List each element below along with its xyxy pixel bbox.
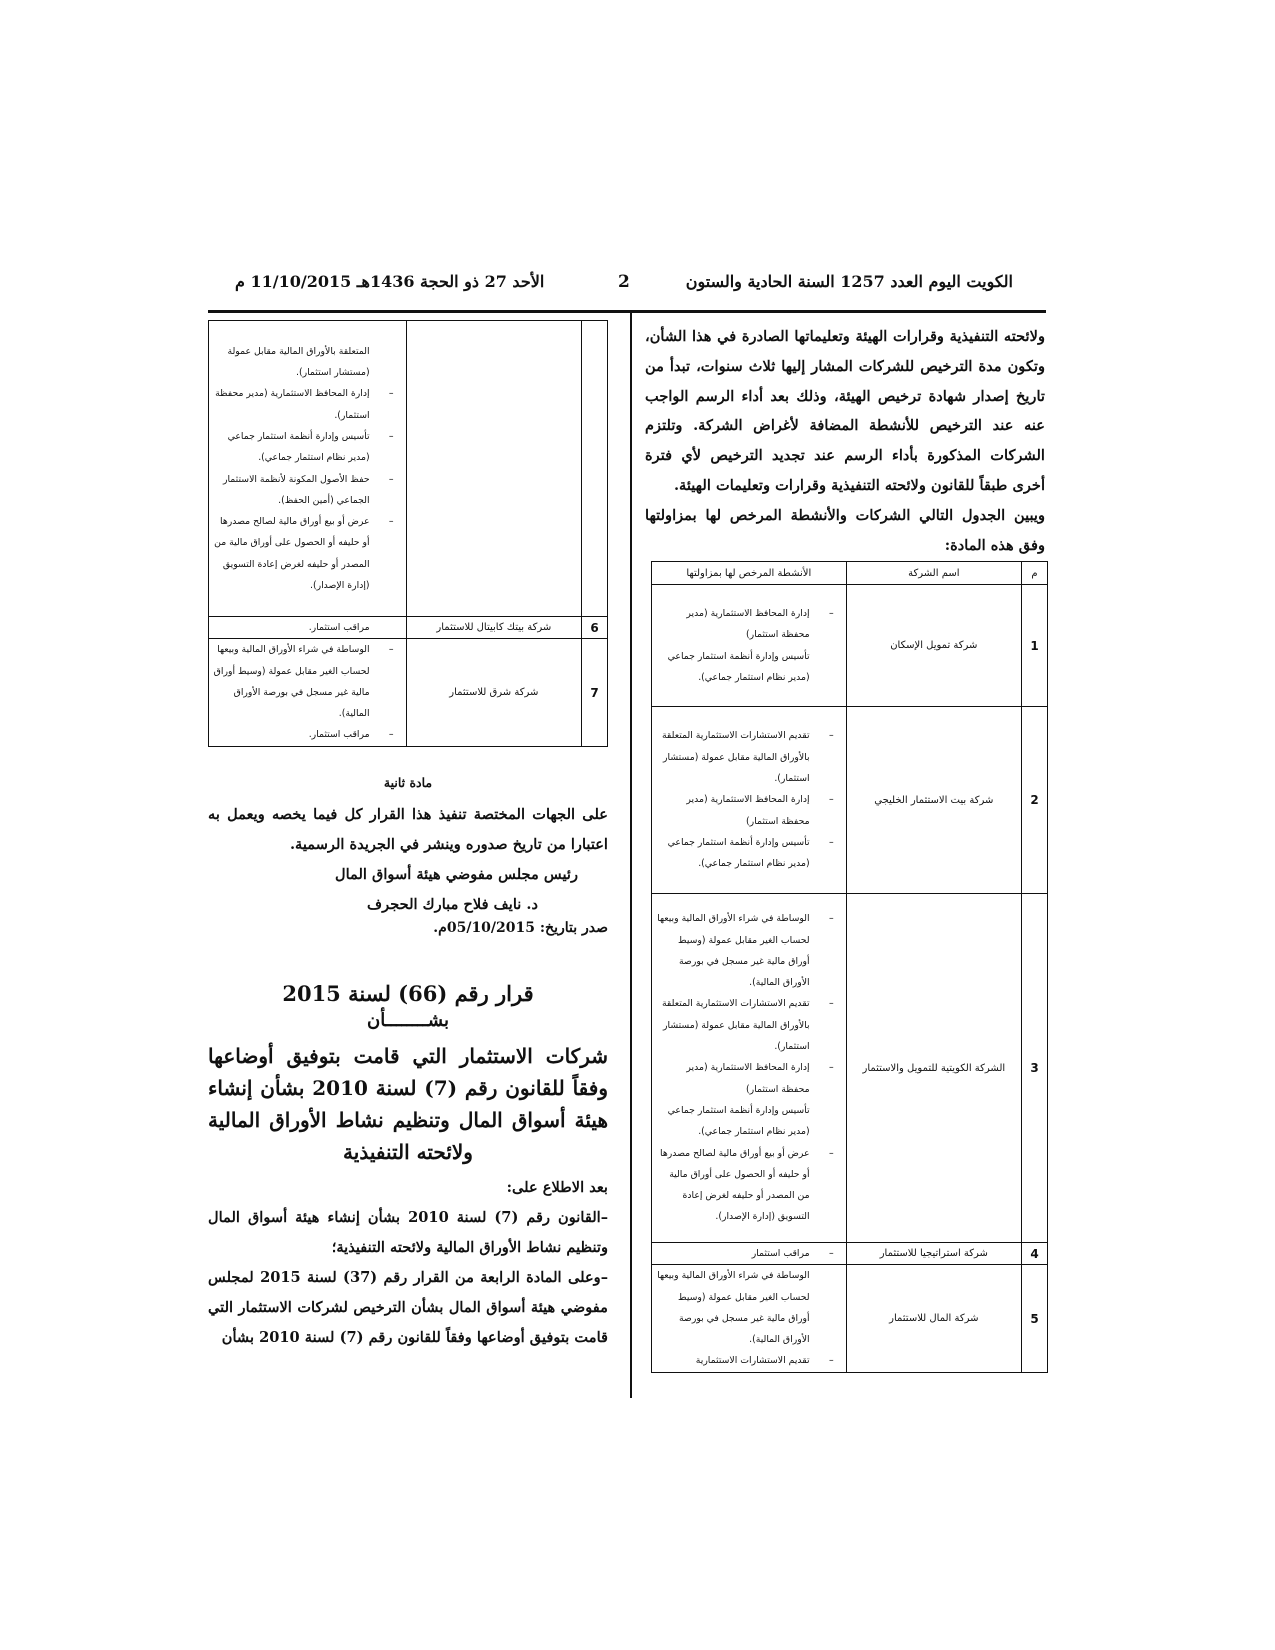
company-name: شركة تمويل الإسكان (846, 585, 1021, 707)
article-two-heading: مادة ثانية (383, 775, 433, 790)
activity-item: – عرض أو بيع أوراق مالية لصالح مصدرها أو حليفه أو الحصول على أوراق مالية من المصدر أو حليفه لغرض إعادة التسويق (إدارة الإصدار). (656, 1143, 840, 1228)
paragraph: ولائحته التنفيذية وقرارات الهيئة وتعليماتها الصادرة في هذا الشأن، وتكون مدة الترخيص للشركات المشار إليها ثلاث سنوات، تبدأ من تاريخ إصدار شهادة ترخيص الهيئة، وذلك بعد أداء الرسم الواجب عنه عند الترخيص للأنشطة المضافة لأغراض الشركة. وتلتزم الشركات المذكورة بأداء الرسم عند تجديد الترخيص لأي فترة أخرى طبقاً للقانون ولائحته التنفيذية وقرارات وتعليمات الهيئة. (645, 328, 1045, 494)
activities-cell (209, 639, 407, 746)
activities-list (656, 1265, 840, 1371)
paragraph: ويبين الجدول التالي الشركات والأنشطة المرخص لها بمزاولتها وفق هذه المادة: (645, 506, 1045, 554)
activity-item: تأسيس وإدارة أنظمة استثمار جماعي (مدير نظام استثمار جماعي). (667, 650, 810, 683)
activities-cell (652, 707, 847, 894)
header-rule (208, 310, 1046, 313)
table-row (652, 707, 1048, 894)
paragraph: على الجهات المختصة تنفيذ هذا القرار كل فيما يخصه ويعمل به اعتبارا من تاريخ صدوره وينشر في الجريدة الرسمية. (208, 806, 608, 853)
activities-list (656, 725, 840, 874)
table-header-row (652, 562, 1048, 585)
table-row (209, 639, 608, 746)
activity-item: – مراقب استثمار (656, 1243, 840, 1264)
activity-item: – مراقب استثمار. (213, 724, 400, 745)
activities-cell (209, 617, 407, 639)
activity-item: – تأسيس وإدارة أنظمة استثمار جماعي (مدير نظام استثمار جماعي). (656, 832, 840, 875)
activity-item: – تقديم الاستشارات الاستثمارية المتعلقة بالأوراق المالية مقابل عمولة (مستشار استثمار). (656, 993, 840, 1057)
column-divider (630, 313, 632, 1398)
activity-item: – إدارة المحافظ الاستثمارية (مدير محفظة استثمار) (656, 1057, 840, 1100)
preamble-item: –وعلى المادة الرابعة من القرار رقم (37) لسنة 2015 لمجلس مفوضي هيئة أسواق المال بشأن الترخيص لشركات الاستثمار التي قامت بتوفيق أوضاعها وفقاً للقانون رقم (7) لسنة 2010 بشأن (208, 1269, 608, 1346)
table-row (652, 585, 1048, 707)
table-row (652, 1265, 1048, 1372)
activities-list (213, 617, 400, 638)
row-number: 1 (1022, 585, 1048, 707)
preamble (208, 1173, 608, 1353)
closing-text (208, 800, 608, 920)
decision-heading: شركات الاستثمار التي قامت بتوفيق أوضاعها وفقاً للقانون رقم (7) لسنة 2010 بشأن إنشاء هيئة أسواق المال وتنظيم نشاط الأوراق المالية ولائحته التنفيذية (208, 1044, 608, 1164)
activities-cell (652, 894, 847, 1243)
companies-table-right (651, 561, 1048, 1373)
activity-item: – تأسيس وإدارة أنظمة استثمار جماعي (مدير نظام استثمار جماعي). (213, 426, 400, 469)
activity-item: – إدارة المحافظ الاستثمارية (مدير محفظة استثمار). (213, 383, 400, 426)
activity-item: – الوساطة في شراء الأوراق المالية وبيعها لحساب الغير مقابل عمولة (وسيط أوراق مالية غير مسجل في بورصة الأوراق المالية). (656, 908, 840, 993)
activities-list (656, 908, 840, 1227)
row-number: 4 (1022, 1243, 1048, 1265)
table-row (652, 894, 1048, 1243)
signatory-name: د. نايف فلاح مبارك الحجرف (367, 896, 538, 913)
activity-item: – الوساطة في شراء الأوراق المالية وبيعها لحساب الغير مقابل عمولة (وسيط أوراق مالية غير مسجل في بورصة الأوراق المالية). (213, 639, 400, 724)
activities-cell (652, 1265, 847, 1372)
activity-item: تأسيس وإدارة أنظمة استثمار جماعي (مدير نظام استثمار جماعي). (667, 1104, 810, 1138)
activities-list (656, 603, 840, 688)
row-number: 2 (1022, 707, 1048, 894)
table-row (209, 617, 608, 639)
company-name: الشركة الكويتية للتمويل والاستثمار (846, 894, 1021, 1243)
activity-item: – تقديم الاستشارات الاستثمارية المتعلقة بالأوراق المالية مقابل عمولة (مستشار استثمار). (656, 725, 840, 789)
activity-item: – حفظ الأصول المكونة لأنظمة الاستثمار الجماعي (أمين الحفظ). (213, 469, 400, 512)
signatory-title: رئيس مجلس مفوضي هيئة أسواق المال (334, 866, 578, 883)
after-review: بعد الاطلاع على: (506, 1179, 608, 1196)
activities-cell (209, 321, 407, 617)
activities-list (213, 341, 400, 597)
activities-list (213, 639, 400, 745)
header-issue-info: الكويت اليوم العدد 1257 السنة الحادية والستون (685, 272, 1013, 291)
header-activities: الأنشطة المرخص لها بمزاولتها (652, 562, 847, 585)
row-number: 6 (582, 617, 608, 639)
activity-item: – إدارة المحافظ الاستثمارية (مدير محفظة استثمار) (656, 789, 840, 832)
page-number: 2 (618, 272, 630, 292)
header-num: م (1022, 562, 1048, 585)
companies-table-left (208, 320, 608, 747)
company-name (406, 321, 581, 617)
issued-date: صدر بتاريخ: 05/10/2015م. (433, 920, 608, 936)
activity-item: – عرض أو بيع أوراق مالية لصالح مصدرها أو حليفه أو الحصول على أوراق مالية من المصدر أو حليفه لغرض إعادة التسويق (إدارة الإصدار). (213, 511, 400, 596)
row-number: 5 (1022, 1265, 1048, 1372)
row-number: 3 (1022, 894, 1048, 1243)
activity-item: المتعلقة بالأوراق المالية مقابل عمولة (مستشار استثمار). (227, 345, 370, 379)
activities-cell (652, 585, 847, 707)
activity-item: – إدارة المحافظ الاستثمارية (مدير محفظة استثمار) (656, 603, 840, 646)
activities-cell (652, 1243, 847, 1265)
activity-item: – تقديم الاستشارات الاستثمارية (656, 1350, 840, 1371)
table-row (652, 1243, 1048, 1265)
row-number (582, 321, 608, 617)
company-name: شركة شرق للاستثمار (406, 639, 581, 746)
header-date: الأحد 27 ذو الحجة 1436هـ 11/10/2015 م (235, 272, 545, 291)
decision-subtitle: بشــــــــأن (367, 1010, 449, 1031)
header-company: اسم الشركة (846, 562, 1021, 585)
decision-title: قرار رقم (66) لسنة 2015 (282, 981, 534, 1006)
company-name: شركة المال للاستثمار (846, 1265, 1021, 1372)
activity-item: الوساطة في شراء الأوراق المالية وبيعها لحساب الغير مقابل عمولة (وسيط أوراق مالية غير مسجل في بورصة الأوراق المالية). (657, 1270, 810, 1346)
company-name: شركة استراتيجيا للاستثمار (846, 1243, 1021, 1265)
table-row (209, 321, 608, 617)
preamble-item: –القانون رقم (7) لسنة 2010 بشأن إنشاء هيئة أسواق المال وتنظيم نشاط الأوراق المالية ولائحته التنفيذية؛ (208, 1209, 608, 1256)
activity-item: مراقب استثمار. (308, 622, 370, 633)
row-number: 7 (582, 639, 608, 746)
right-column-text (645, 322, 1045, 560)
activities-list (656, 1243, 840, 1264)
company-name: شركة بيت الاستثمار الخليجي (846, 707, 1021, 894)
company-name: شركة بيتك كابيتال للاستثمار (406, 617, 581, 639)
